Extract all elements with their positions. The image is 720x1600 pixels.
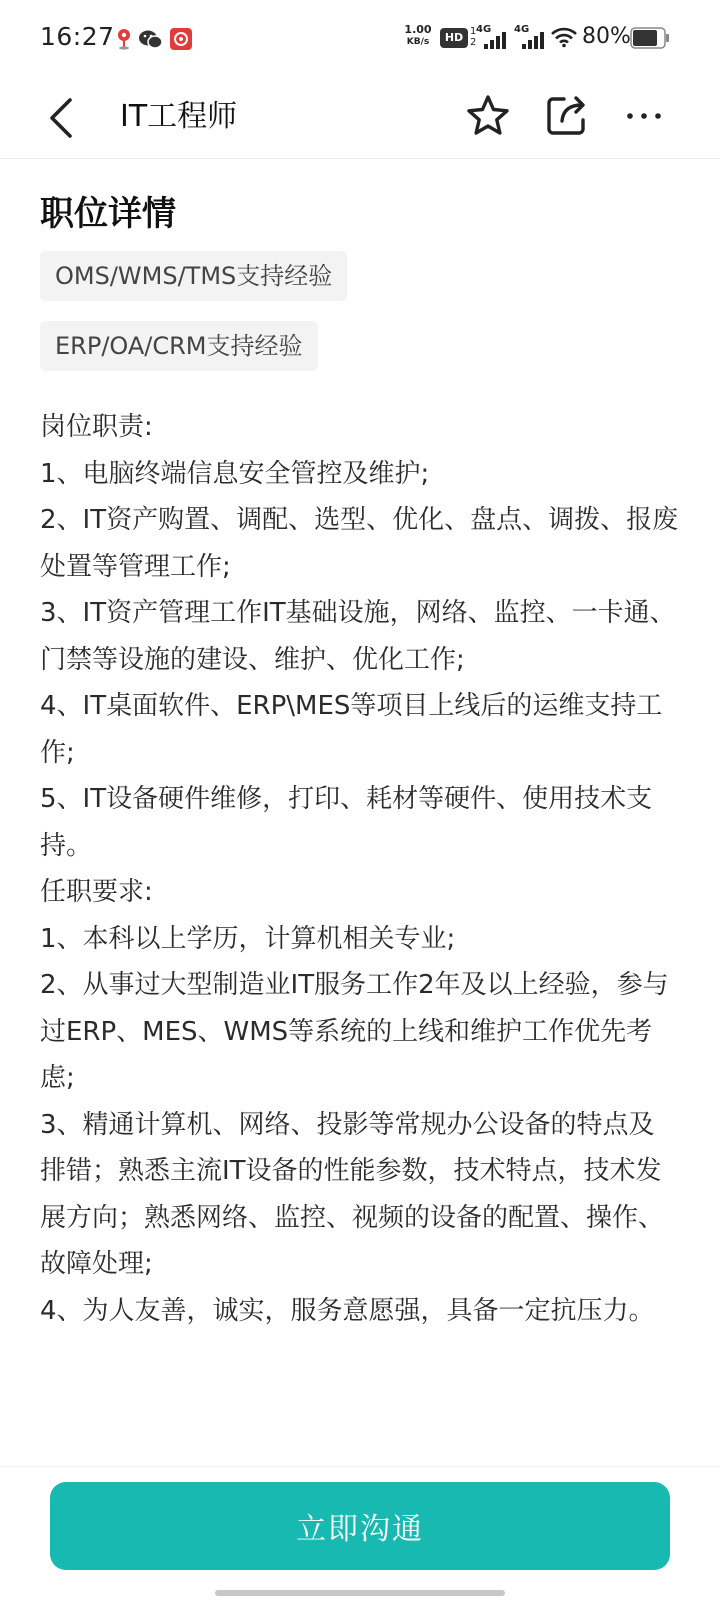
wifi-icon — [550, 26, 578, 48]
back-button[interactable] — [40, 88, 90, 148]
netease-music-icon — [170, 28, 192, 50]
page-title: IT工程师 — [120, 99, 238, 134]
hd-badge: HD — [440, 28, 468, 48]
status-bar — [0, 0, 720, 78]
hd-sub: 1 2 — [470, 26, 477, 48]
skill-tag: ERP/OA/CRM支持经验 — [40, 321, 318, 371]
share-icon — [540, 90, 592, 142]
wechat-icon — [139, 31, 162, 49]
net-speed-value: 1.00 — [404, 23, 432, 36]
battery-icon — [630, 27, 670, 49]
skill-tag: OMS/WMS/TMS支持经验 — [40, 251, 347, 301]
home-indicator[interactable] — [215, 1590, 505, 1596]
tag-row — [40, 238, 680, 308]
net-speed — [400, 24, 436, 48]
top-app-bar — [0, 78, 720, 159]
job-description: 岗位职责: 1、电脑终端信息安全管控及维护; 2、IT资产购置、调配、选型、优化、盘点、调拨、报废处置等管理工作; 3、IT资产管理工作IT基础设施，网络、监控、一卡通、门禁等设施的建设、维护、优化工作; 4、IT桌面软件、ERP\MES等项目上线后的运维支持工作; 5、IT设备硬件维修，打印、耗材等硬件、使用技术支持。 任职要求: 1、本科以上学历，计算机相关专业; 2、从事过大型制造业IT服务工作2年及以上经验，参与过ERP、MES、WMS等系统的上线和维护工作优先考虑; 3、精通计算机、网络、投影等常规办公设备的特点及排错；熟悉主流IT设备的性能参数，技术特点，技术发展方向；熟悉网络、监控、视频的设备的配置、操作、故障处理; 4、为人友善，诚实，服务意愿强，具备一定抗压力。 — [40, 412, 679, 1326]
chat-now-button[interactable]: 立即沟通 — [50, 1482, 670, 1570]
share-button[interactable] — [540, 90, 592, 142]
back-arrow-icon — [40, 88, 90, 148]
favorite-button[interactable] — [462, 90, 514, 142]
signal-1-label: 4G — [476, 24, 492, 35]
section-title: 职位详情 — [40, 194, 176, 234]
status-notification-icons — [116, 26, 196, 52]
tag-row — [40, 308, 680, 378]
star-icon — [462, 90, 514, 142]
location-pin-icon — [118, 29, 130, 50]
status-time: 16:27 — [40, 22, 115, 51]
signal-2-icon — [514, 26, 548, 50]
net-speed-unit: KB/s — [406, 37, 430, 47]
footer-divider — [0, 1466, 720, 1467]
job-detail-section — [40, 190, 680, 1334]
signal-1-icon — [476, 26, 510, 50]
battery-percent: 80% — [582, 24, 631, 49]
signal-2-label: 4G — [514, 24, 530, 35]
more-button[interactable] — [618, 90, 670, 142]
more-icon — [618, 90, 670, 142]
